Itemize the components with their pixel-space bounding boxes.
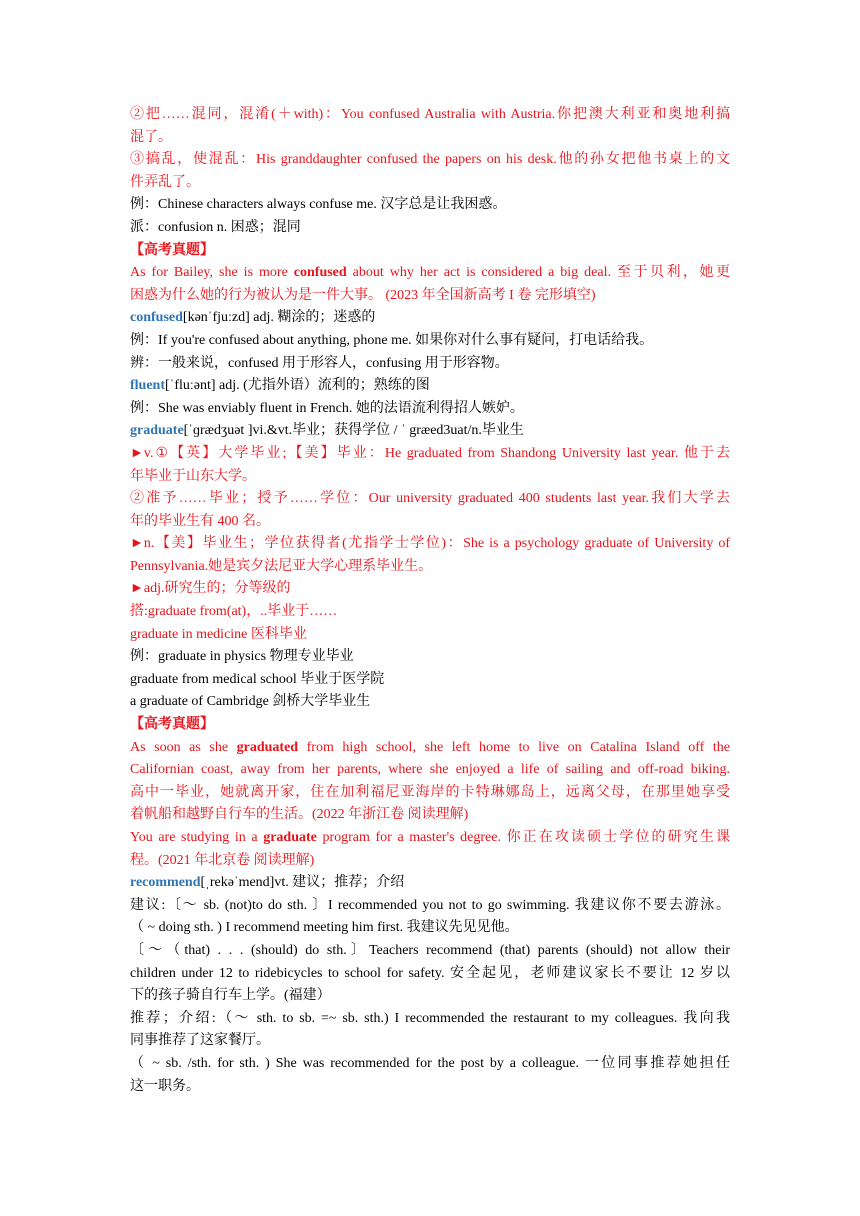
entry-graduate: graduate[ˈɡrædʒuət ]vi.&vt.毕业；获得学位 / ˈ græed3uat/n.毕业生 [130, 423, 524, 439]
entry-confused: confused[kənˈfjuːzd] adj. 糊涂的；迷惑的 [130, 310, 376, 326]
graduate-verb-2-cont: 年的毕业生有 400 名。 [130, 513, 270, 529]
recommend-usage-5-cont: 这一职务。 [130, 1078, 200, 1094]
exam-heading-2: 【高考真题】 [130, 717, 214, 733]
graduate-noun: ►n.【美】毕业生；学位获得者(尤指学士学位)：She is a psychology graduate of University of [130, 536, 730, 552]
exam-sentence-catalina: As soon as she graduated from high school, she left home to live on Catalina Island off the [130, 739, 730, 755]
example-graduate-cambridge: a graduate of Cambridge 剑桥大学毕业生 [130, 694, 371, 710]
recommend-usage-3: 〔～（that) . . . (should) do sth.〕Teachers recommend (that) parents (should) not allow their [130, 942, 730, 958]
headword-graduate: graduate [130, 423, 184, 439]
recommend-usage-3-cont: children under 12 to ridebicycles to school for safety. 安全起见，老师建议家长不要让 12 岁以 [130, 965, 730, 981]
exam-translation-catalina-cont: 着帆船和越野自行车的生活。(2022 年浙江卷 阅读理解) [130, 807, 469, 823]
headword-confused: confused [130, 310, 183, 326]
recommend-usage-2: （ ~ doing sth. ) I recommend meeting him first. 我建议先见见他。 [130, 920, 519, 936]
graduate-verb-2: ②准予……毕业；授予……学位：Our university graduated 400 students last year.我们大学去 [130, 491, 730, 507]
exam-sentence-master-cont: 程。(2021 年北京卷 阅读理解) [130, 852, 315, 868]
recommend-usage-1: 建议:〔～ sb. (not)to do sth. 〕I recommended you not to go swimming. 我建议你不要去游泳。 [130, 897, 730, 913]
meaning-2-confuse-cont: 混了。 [130, 129, 172, 145]
recommend-usage-5: （ ~ sb. /sth. for sth. ) She was recommended for the post by a colleague. 一位同事推荐她担任 [130, 1055, 730, 1071]
example-graduate-medical: graduate from medical school 毕业于医学院 [130, 671, 385, 687]
example-fluent: 例：She was enviably fluent in French. 她的法语流利得招人嫉妒。 [130, 400, 524, 416]
headword-recommend: recommend [130, 875, 201, 891]
headword-fluent: fluent [130, 378, 165, 394]
exam-sentence-catalina-2: Californian coast, away from her parents, where she enjoyed a life of sailing and off-road biking. [130, 762, 730, 778]
entry-recommend: recommend[ˌrekəˈmend]vt. 建议；推荐；介绍 [130, 875, 405, 891]
exam-sentence-master: You are studying in a graduate program for a master's degree. 你正在攻读硕士学位的研究生课 [130, 830, 730, 845]
collocation-graduate-from: 搭:graduate from(at)，..毕业于…… [130, 604, 338, 620]
keyword-graduated: graduated [236, 739, 299, 755]
recommend-usage-3-end: 下的孩子骑自行车上学。(福建） [130, 988, 331, 1004]
example-confused: 例：If you're confused about anything, phone me. 如果你对什么事有疑问，打电话给我。 [130, 332, 654, 348]
derivative-confusion: 派：confusion n. 困惑；混同 [130, 219, 301, 235]
exam-heading-1: 【高考真题】 [130, 242, 214, 258]
exam-sentence-bailey: As for Bailey, she is more confused about why her act is considered a big deal. 至于贝利，她更 [130, 265, 730, 281]
recommend-usage-4: 推荐；介绍:（～ sth. to sb. =~ sb. sth.) I recommended the restaurant to my colleagues. 我向我 [130, 1010, 730, 1026]
graduate-verb-1-cont: 年毕业于山东大学。 [130, 468, 256, 484]
graduate-verb-1: ►v.①【英】大学毕业;【美】毕业：He graduated from Shandong University last year. 他于去 [130, 445, 730, 461]
collocation-graduate-in: graduate in medicine 医科毕业 [130, 626, 307, 642]
example-graduate-physics: 例：graduate in physics 物理专业毕业 [130, 649, 354, 665]
exam-sentence-bailey-cont: 困惑为什么她的行为被认为是一件大事。 (2023 年全国新高考 I 卷 完形填空) [130, 287, 596, 303]
meaning-3-confuse: ③搞乱，使混乱：His granddaughter confused the papers on his desk.他的孙女把他书桌上的文 [130, 152, 730, 168]
meaning-3-confuse-cont: 件弄乱了。 [130, 174, 200, 190]
entry-fluent: fluent[ˈfluːənt] adj. (尤指外语）流利的；熟练的图 [130, 378, 430, 394]
meaning-2-confuse: ②把……混同，混淆(＋with)：You confused Australia with Austria.你把澳大利亚和奥地利搞 [130, 107, 730, 122]
distinction-confused-confusing: 辨：一般来说，confused 用于形容人，confusing 用于形容物。 [130, 355, 509, 371]
keyword-confused: confused [293, 265, 347, 281]
graduate-noun-cont: Pennsylvania.她是宾夕法尼亚大学心理系毕业生。 [130, 558, 433, 574]
vocabulary-notes [130, 104, 730, 1098]
exam-translation-catalina: 高中一毕业，她就离开家，住在加利福尼亚海岸的卡特琳娜岛上，远离父母，在那里她享受 [130, 784, 730, 800]
keyword-graduate: graduate [263, 830, 317, 845]
example-confuse: 例：Chinese characters always confuse me. 汉字总是让我困惑。 [130, 197, 507, 213]
recommend-usage-4-cont: 同事推荐了这家餐厅。 [130, 1033, 270, 1049]
graduate-adj: ►adj.研究生的；分等级的 [130, 581, 291, 597]
